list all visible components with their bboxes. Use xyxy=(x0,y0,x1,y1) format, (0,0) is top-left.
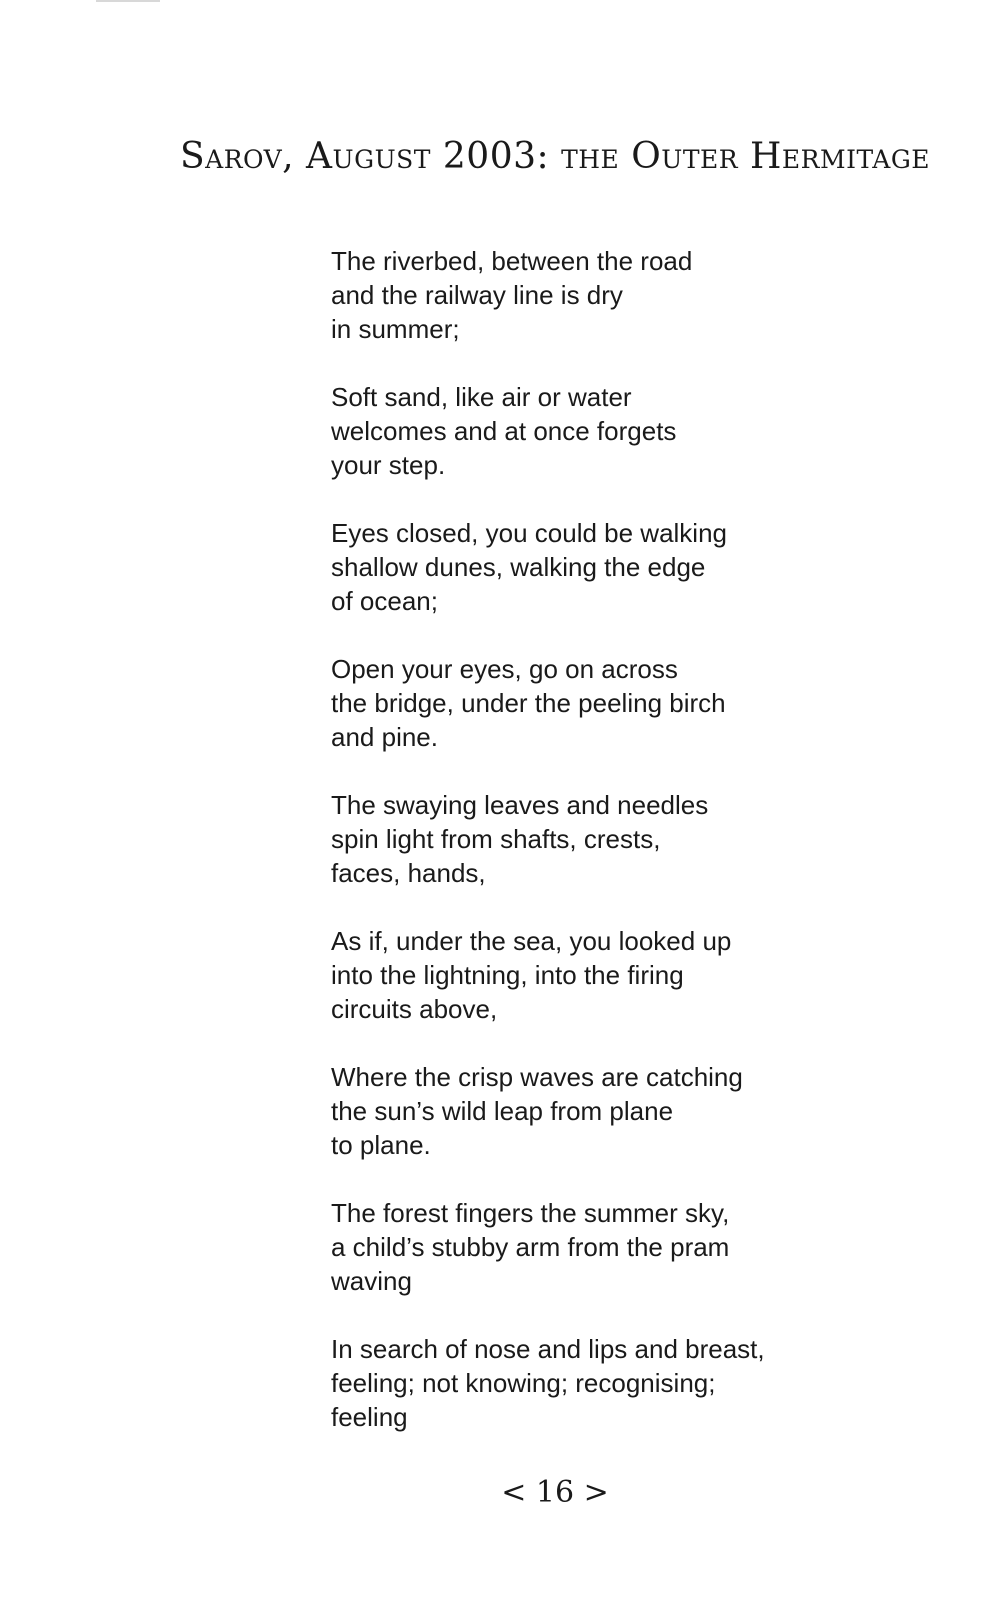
poem-line: In search of nose and lips and breast, xyxy=(331,1334,765,1364)
poem-line: faces, hands, xyxy=(331,858,486,888)
stanza xyxy=(331,1060,951,1162)
page-number: < 16 > xyxy=(501,1475,609,1510)
poem-title: Sarov, August 2003: the Outer Hermitage xyxy=(180,136,931,177)
poem-line: in summer; xyxy=(331,314,460,344)
poem-line: into the lightning, into the firing xyxy=(331,960,684,990)
stanza xyxy=(331,1332,951,1434)
stanza xyxy=(331,516,951,618)
poem-line: Where the crisp waves are catching xyxy=(331,1062,743,1092)
poem-line: The swaying leaves and needles xyxy=(331,790,709,820)
poem-line: welcomes and at once forgets xyxy=(331,416,677,446)
poem-line: of ocean; xyxy=(331,586,438,616)
poem-line: feeling xyxy=(331,1402,408,1432)
poem-line: and pine. xyxy=(331,722,438,752)
poem-line: shallow dunes, walking the edge xyxy=(331,552,706,582)
poem-line: The riverbed, between the road xyxy=(331,246,693,276)
poem-line: The forest fingers the summer sky, xyxy=(331,1198,730,1228)
poem-line: circuits above, xyxy=(331,994,498,1024)
poem-line: feeling; not knowing; recognising; xyxy=(331,1368,716,1398)
poem-body xyxy=(331,244,951,1468)
stanza xyxy=(331,244,951,346)
scan-edge-mark xyxy=(96,0,160,2)
poem-line: spin light from shafts, crests, xyxy=(331,824,661,854)
poem-line: your step. xyxy=(331,450,446,480)
stanza xyxy=(331,380,951,482)
poem-line: and the railway line is dry xyxy=(331,280,623,310)
poem-line: to plane. xyxy=(331,1130,431,1160)
stanza xyxy=(331,1196,951,1298)
poem-line: waving xyxy=(331,1266,412,1296)
poem-line: the bridge, under the peeling birch xyxy=(331,688,726,718)
poem-line: Open your eyes, go on across xyxy=(331,654,678,684)
stanza xyxy=(331,924,951,1026)
stanza xyxy=(331,652,951,754)
poem-line: As if, under the sea, you looked up xyxy=(331,926,732,956)
stanza xyxy=(331,788,951,890)
poem-line: the sun’s wild leap from plane xyxy=(331,1096,674,1126)
poem-line: Eyes closed, you could be walking xyxy=(331,518,728,548)
poem-line: a child’s stubby arm from the pram xyxy=(331,1232,730,1262)
poem-line: Soft sand, like air or water xyxy=(331,382,632,412)
